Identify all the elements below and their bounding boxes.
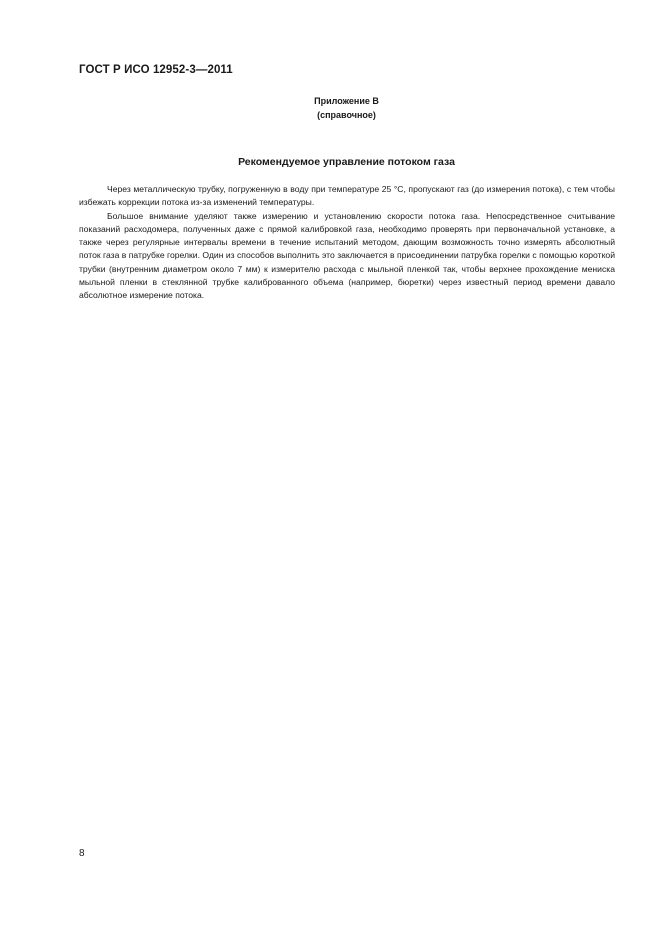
page-number: 8	[79, 848, 85, 859]
section-title: Рекомендуемое управление потоком газа	[238, 156, 455, 168]
document-header: ГОСТ Р ИСО 12952-3—2011	[79, 64, 233, 76]
body-text	[79, 183, 615, 303]
appendix-type: (справочное)	[317, 110, 376, 120]
appendix-label: Приложение В	[314, 96, 379, 106]
appendix-heading	[0, 94, 661, 122]
paragraph: Через металлическую трубку, погруженную в воду при температуре 25 °С, пропускают газ (до измерения потока), с тем чтобы избежать коррекции потока из-за изменений температуры.	[79, 184, 615, 208]
paragraph: Большое внимание уделяют также измерению и установлению скорости потока газа. Непосредственное считывание показаний расходомера, полученных даже с прямой калибровкой газа, необходимо проверять при первоначальной установке, а также через регулярные интервалы времени в течение испытаний методом, дающим возможность точно измерять абсолютный поток газа в патрубке горелки. Один из способов выполнить это заключается в присоединении патрубка горелки с помощью короткой трубки (внутренним диаметром около 7 мм) к измерителю расхода с мыльной пленкой так, чтобы верхнее прохождение мениска мыльной пленки в стеклянной трубке калиброванного объема (например, бюретки) через известный период времени давало абсолютное измерение потока.	[79, 210, 615, 301]
